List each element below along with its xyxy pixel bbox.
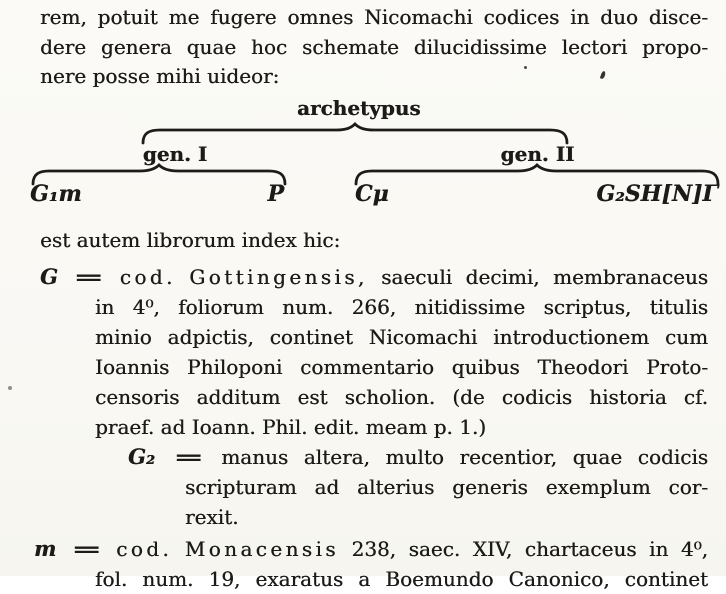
stemma-root-label: archetypus [297, 96, 421, 120]
entry-m-cod: cod. [116, 537, 173, 561]
equals-sign: = [172, 445, 204, 469]
gen2-label: gen. II [500, 142, 575, 166]
entry-g-line-2: in 4⁰, foliorum num. 266, nitidissime scriptus, titulis [95, 295, 708, 319]
entry-g-line-1 [40, 262, 708, 292]
siglum-cmu: Cμ [355, 181, 389, 207]
entry-g2-sigil: G₂ [128, 444, 156, 469]
entry-g-line-4: Ioannis Philoponi commentario quibus Theodori Proto- [95, 355, 708, 379]
entry-g-line1-rest: saeculi decimi, membranaceus [381, 265, 709, 289]
equals-sign: = [73, 265, 105, 289]
entry-g2-line-3: rexit. [185, 505, 239, 529]
entry-g2-line-1 [128, 442, 708, 472]
entry-g-line-3: minio adpictis, continet Nicomachi introductionem cum [95, 325, 708, 349]
gen1-sigla-row [30, 181, 284, 207]
gen2-sigla-row [355, 181, 718, 207]
intro-line-3: nere posse mihi uideor: [40, 64, 280, 88]
siglum-g1m: G₁m [30, 181, 82, 207]
siglum-g2shn: G₂SH[N]Γ [596, 181, 718, 207]
entry-m-line-1 [34, 534, 708, 564]
entry-m-name: Monacensis [184, 537, 339, 561]
entry-m-num: 238, [351, 537, 397, 561]
entry-m-sigil: m [34, 536, 57, 561]
intro-line-2: dere genera quae hoc schemate dilucidissime lectori propo- [40, 35, 708, 59]
entry-g-name: Gottingensis, [189, 265, 368, 289]
intro-line-1: rem, potuit me fugere omnes Nicomachi codices in duo disce- [40, 5, 708, 29]
entry-g-line-6: praef. ad Ioann. Phil. edit. meam p. 1.) [95, 415, 487, 439]
entry-g2-line-2: scripturam ad alterius generis exemplum cor- [185, 475, 708, 499]
entry-m-line-2: fol. num. 19, exaratus a Boemundo Canonico, continet [95, 567, 708, 591]
entry-m-line1-rest: saec. XIV, chartaceus in 4⁰, [408, 537, 709, 561]
siglum-p: P [267, 181, 284, 207]
index-intro-line: est autem librorum index hic: [40, 228, 341, 252]
entry-g-sigil: G [40, 264, 58, 289]
entry-g2-line1-rest: manus altera, multo recentior, quae codicis [221, 445, 709, 469]
ink-speck [524, 66, 527, 69]
entry-g-cod: cod. [119, 265, 176, 289]
equals-sign: = [70, 537, 102, 561]
entry-g-line-5: censoris additum est scholion. (de codicis historia cf. [95, 385, 708, 409]
gen1-label: gen. I [142, 142, 208, 166]
ink-speck [8, 386, 12, 390]
